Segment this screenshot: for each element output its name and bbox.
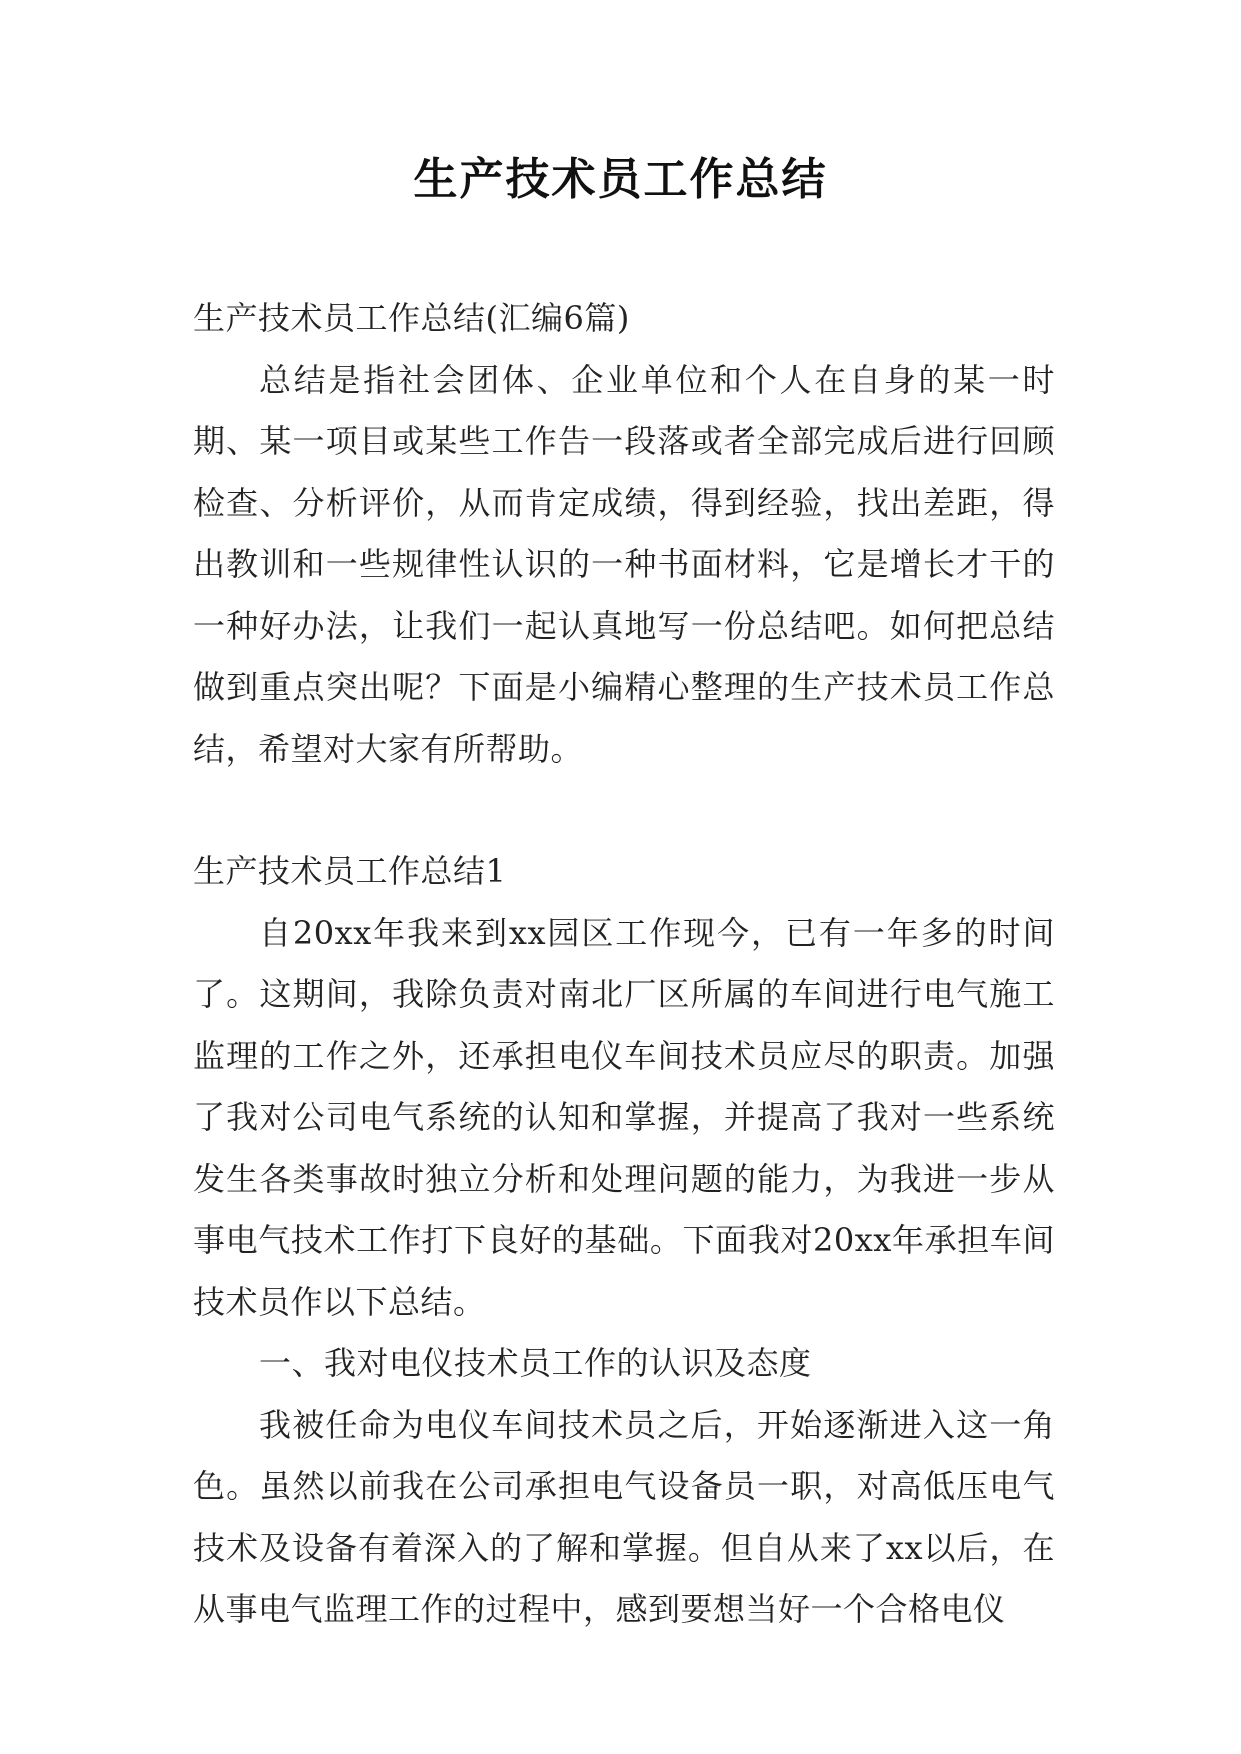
body-paragraph: 自20xx年我来到xx园区工作现今，已有一年多的时间了。这期间，我除负责对南北厂区所属的车间进行电气施工监理的工作之外，还承担电仪车间技术员应尽的职责。加强了我对公司电气系统的认知和掌握，并提高了我对一些系统发生各类事故时独立分析和处理问题的能力，为我进一步从事电气技术工作打下良好的基础。下面我对20xx年承担车间技术员作以下总结。 — [193, 913, 1055, 1321]
document-body — [193, 288, 1055, 1641]
intro-paragraph: 总结是指社会团体、企业单位和个人在自身的某一时期、某一项目或某些工作告一段落或者全部完成后进行回顾检查、分析评价，从而肯定成绩，得到经验，找出差距，得出教训和一些规律性认识的一种书面材料，它是增长才干的一种好办法，让我们一起认真地写一份总结吧。如何把总结做到重点突出呢？下面是小编精心整理的生产技术员工作总结，希望对大家有所帮助。 — [193, 360, 1055, 768]
section-heading: 生产技术员工作总结1 — [193, 852, 507, 890]
sub-heading: 一、我对电仪技术员工作的认识及态度 — [259, 1344, 812, 1382]
body-paragraph: 我被任命为电仪车间技术员之后，开始逐渐进入这一角色。虽然以前我在公司承担电气设备员一职，对高低压电气技术及设备有着深入的了解和掌握。但自从来了xx以后，在从事电气监理工作的过程中，感到要想当好一个合格电仪 — [193, 1405, 1055, 1628]
paragraph-gap — [193, 780, 1055, 841]
document-title: 生产技术员工作总结 — [413, 154, 828, 205]
document-subtitle: 生产技术员工作总结(汇编6篇) — [193, 299, 630, 337]
